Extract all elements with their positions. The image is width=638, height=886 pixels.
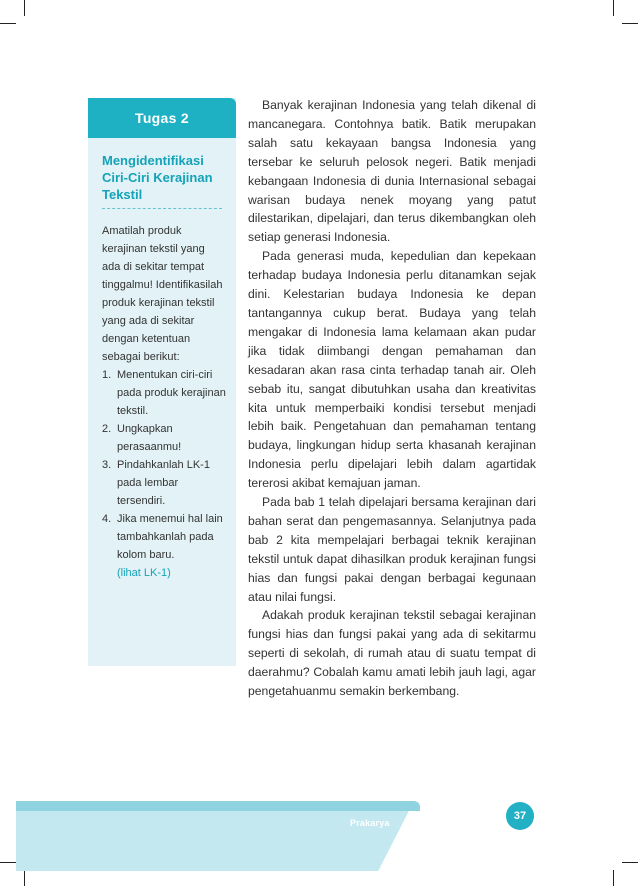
crop-mark [0, 23, 16, 24]
task-heading: Mengidentifikasi Ciri-Ciri Kerajinan Tekstil [102, 153, 213, 202]
step-number: 4. [102, 513, 112, 525]
dashed-divider [102, 208, 222, 209]
step-number: 2. [102, 423, 112, 435]
step-text: Jika menemui hal lain tambahkanlah pada kolom baru. [117, 513, 223, 561]
crop-mark [24, 0, 25, 16]
task-sidebar [88, 98, 236, 666]
step-number: 3. [102, 459, 112, 471]
task-step [102, 420, 226, 456]
reference-note: (lihat LK-1) [117, 567, 171, 579]
page-number: 37 [513, 810, 527, 822]
step-text: Pindahkanlah LK-1 pada lembar tersendiri. [117, 459, 210, 507]
footer-bar [16, 801, 420, 811]
step-number: 1. [102, 369, 112, 381]
paragraph: Pada generasi muda, kepedulian dan kepekaan terhadap budaya Indonesia perlu ditanamkan sejak dini. Kelestarian budaya Indonesia ke depan tantangannya cukup berat. Budaya yang telah mengakar di Indonesia lama kelamaan akan pudar jika tidak diimbangi dengan pemahaman dan kesadaran akan rasa cinta terhadap tanah air. Oleh sebab itu, sangat dibutuhkan usaha dan kreativitas kita untuk memperbaiki kondisi tersebut menjadi lebih baik. Pengetahuan dan pemahaman tentang budaya, lingkungan hidup serta khasanah kerajinan Indonesia perlu dipelajari lebih dalam agartidak tererosi akibat kemajuan jaman. [248, 249, 536, 491]
crop-mark [24, 870, 25, 886]
crop-mark [622, 862, 638, 863]
task-step [102, 366, 226, 420]
paragraph: Adakah produk kerajinan tekstil sebagai kerajinan fungsi hias dan fungsi pakai yang ada di sekitarmu seperti di sekolah, di rumah atau di suatu tempat di daerahmu? Cobalah kamu amati lebih jauh lagi, agar pengetahuanmu semakin berkembang. [248, 608, 536, 699]
page-number-badge [506, 802, 534, 830]
task-tab-label: Tugas 2 [135, 110, 189, 126]
crop-mark [0, 862, 16, 863]
footer-subject: Prakarya [350, 818, 390, 828]
paragraph: Pada bab 1 telah dipelajari bersama kerajinan dari bahan serat dan pengemasannya. Selanjutnya pada bab 2 kita mempelajari berbagai teknik kerajinan tekstil untuk dapat dihasilkan produk kerajinan fungsi hias dan fungsi pakai dengan berbagai kegunaan atau nilai fungsi. [248, 495, 536, 604]
task-steps [102, 366, 226, 582]
paragraph: Banyak kerajinan Indonesia yang telah dikenal di mancanegara. Contohnya batik. Batik merupakan salah satu kekayaan bangsa Indonesia yang tersebar ke seluruh pelosok negeri. Batik menjadi kebangaan Indonesia di dunia Internasional sebagai warisan budaya nenek moyang yang patut dilestarikan, dipelajari, dan terus dikembangkan oleh setiap generasi Indonesia. [248, 98, 536, 245]
main-text [248, 96, 536, 701]
crop-mark [622, 23, 638, 24]
crop-mark [613, 0, 614, 16]
footer-band [16, 801, 414, 871]
task-instructions [102, 222, 226, 582]
step-text: Ungkapkan perasaanmu! [117, 423, 182, 453]
task-step [102, 510, 226, 582]
task-tab [88, 98, 236, 138]
step-text: Menentukan ciri-ciri pada produk kerajinan tekstil. [117, 369, 226, 417]
task-intro: Amatilah produk kerajinan tekstil yang ada di sekitar tempat tinggalmu! Identifikasilah produk kerajinan tekstil yang ada di sekitar dengan ketentuan sebagai berikut: [102, 225, 223, 363]
task-step [102, 456, 226, 510]
crop-mark [613, 870, 614, 886]
